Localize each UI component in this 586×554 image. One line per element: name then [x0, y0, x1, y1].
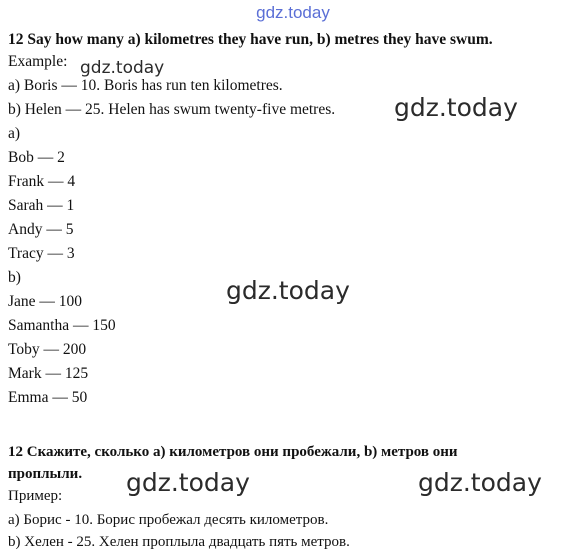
example-label: Example:: [8, 53, 68, 70]
part-a-label: a): [8, 125, 21, 142]
translation-example-a: а) Борис - 10. Борис пробежал десять километров.: [8, 512, 329, 528]
part-a-item: Frank — 4: [8, 173, 76, 190]
watermark-example: gdz.today: [80, 58, 165, 78]
translation-heading-line1: 12 Скажите, сколько а) километров они пробежали, b) метров они: [8, 444, 458, 460]
translation-example-label: Пример:: [8, 488, 63, 504]
example-b: b) Helen — 25. Helen has swum twenty-five metres.: [8, 101, 336, 118]
part-a-item: Sarah — 1: [8, 197, 75, 214]
part-a-item: Bob — 2: [8, 149, 65, 166]
watermark-center: gdz.today: [226, 276, 350, 305]
part-a-item: Tracy — 3: [8, 245, 75, 262]
part-b-item: Toby — 200: [8, 341, 87, 358]
example-a: a) Boris — 10. Boris has run ten kilometres.: [8, 77, 283, 94]
watermark-right-upper: gdz.today: [394, 93, 518, 122]
watermark-bottom-right: gdz.today: [418, 468, 542, 497]
part-b-item: Emma — 50: [8, 389, 88, 406]
part-b-item: Jane — 100: [8, 293, 83, 310]
translation-heading-line2: проплыли.: [8, 466, 83, 482]
translation-example-b: b) Хелен - 25. Хелен проплыла двадцать пять метров.: [8, 534, 350, 550]
part-b-item: Samantha — 150: [8, 317, 116, 334]
watermark-top: gdz.today: [256, 3, 330, 22]
part-a-item: Andy — 5: [8, 221, 74, 238]
part-b-label: b): [8, 269, 21, 286]
watermark-bottom-left: gdz.today: [126, 468, 250, 497]
exercise-heading: 12 Say how many a) kilometres they have run, b) metres they have swum.: [8, 31, 493, 48]
part-b-item: Mark — 125: [8, 365, 89, 382]
